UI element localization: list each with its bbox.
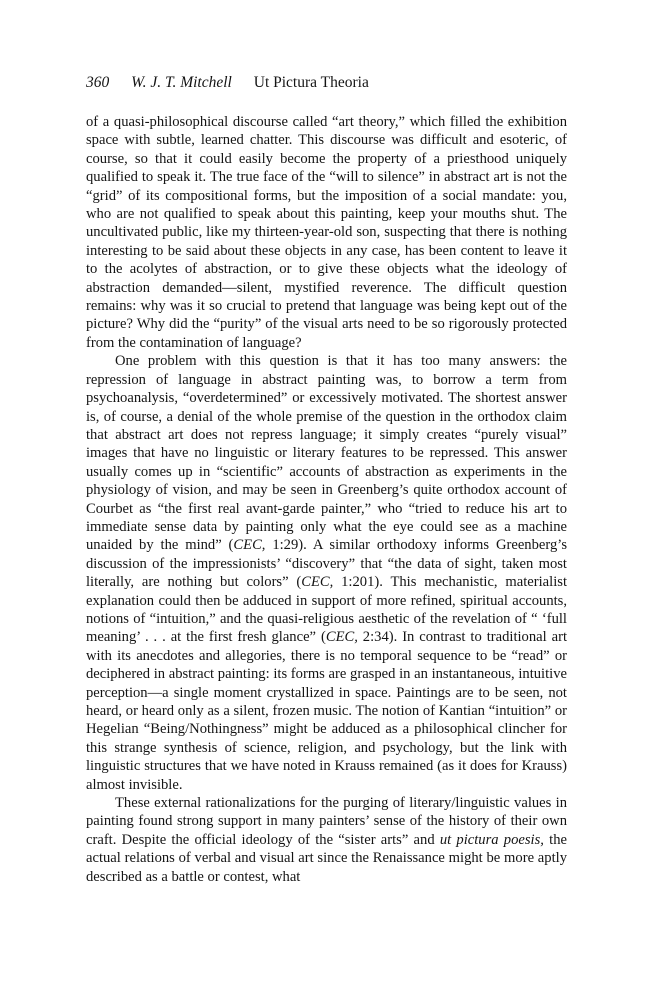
text-segment: One problem with this question is that it has too many answers: the repression of language in abstract painting was, to borrow a term from psychoanalysis, “overdetermined” or excessively motivated. The shortest answer is, of course, a denial of the whole premise of the question in the orthodox claim that abstract art does not repress language; it simply creates “purely visual” images that have no linguistic or literary features to be repressed. This answer usually comes up in “scientific” accounts of abstraction as experiments in the physiology of vision, and may be seen in Greenberg’s quite orthodox account of Courbet as “the first real avant-garde painter,” who “tried to reduce his art to immediate sense data by painting only what the eye could see as a machine unaided by the mind” (	[86, 353, 567, 554]
page-number: 360	[86, 74, 110, 91]
body-text	[86, 113, 567, 886]
paragraph-3	[86, 794, 567, 886]
running-header	[86, 74, 566, 92]
italic-phrase: ut pictura poesis,	[439, 831, 544, 848]
paragraph-1	[86, 113, 567, 352]
text-segment: 1:201). This mechanistic, materialist explanation could then be adduced in support of more refined, spiritual accounts, notions of “intuition,” and the quasi-religious aesthetic of the revelation of “ ‘full meaning’ . . . at the first fresh glance” (	[86, 574, 567, 646]
running-head-author: W. J. T. Mitchell	[131, 74, 232, 91]
citation-abbreviation: CEC,	[301, 574, 334, 591]
text-segment: 2:34). In contrast to traditional art with its anecdotes and allegories, there is no temporal sequence to be “read” or deciphered in abstract painting: its forms are grasped in an instantaneous, intuitive perception—a single moment crystallized in space. Paintings are to be seen, not heard, or heard only as a silent, frozen music. The notion of Kantian “intuition” or Hegelian “Being/Nothingness” might be adduced as a philosophical clincher for this strange synthesis of science, religion, and psychology, but the link with linguistic structures that we have noted in Krauss remained (as it does for Krauss) almost invisible.	[86, 629, 568, 793]
paragraph-2	[86, 352, 567, 794]
citation-abbreviation: CEC,	[325, 629, 358, 646]
text-segment: These external rationalizations for the purging of literary/linguistic values in painting found strong support in many painters’ sense of the history of their own craft. Despite the official ideology of the “sister arts” and	[86, 795, 567, 848]
running-head-title: Ut Pictura Theoria	[253, 74, 369, 91]
text-segment: 1:29). A similar orthodoxy informs Greenberg’s discussion of the impressionists’ “discovery” that “the data of sight, taken most literally, are nothing but colors” (	[86, 537, 567, 591]
text-segment: the actual relations of verbal and visual art since the Renaissance might be more aptly described as a battle or contest, what	[86, 831, 567, 885]
text-segment: of a quasi-philosophical discourse called “art theory,” which filled the exhibition space with subtle, learned chatter. This discourse was difficult and esoteric, of course, so that it could easily become the property of a priesthood uniquely qualified to speak it. The true face of the “will to silence” in abstract art is not the “grid” of its compositional forms, but the imposition of a social mandate: you, who are not qualified to speak about this painting, keep your mouths shut. The uncultivated public, like my thirteen-year-old son, suspecting that there is nothing interesting to be said about these objects in any case, has been content to leave it to the acolytes of abstraction, or to give these objects what the ideology of abstraction demanded—silent, mystified reverence. The difficult question remains: why was it so crucial to pretend that language was being kept out of the picture? Why did the “purity” of the visual arts need to be so rigorously protected from the contamination of language?	[86, 114, 567, 351]
citation-abbreviation: CEC,	[233, 537, 266, 554]
